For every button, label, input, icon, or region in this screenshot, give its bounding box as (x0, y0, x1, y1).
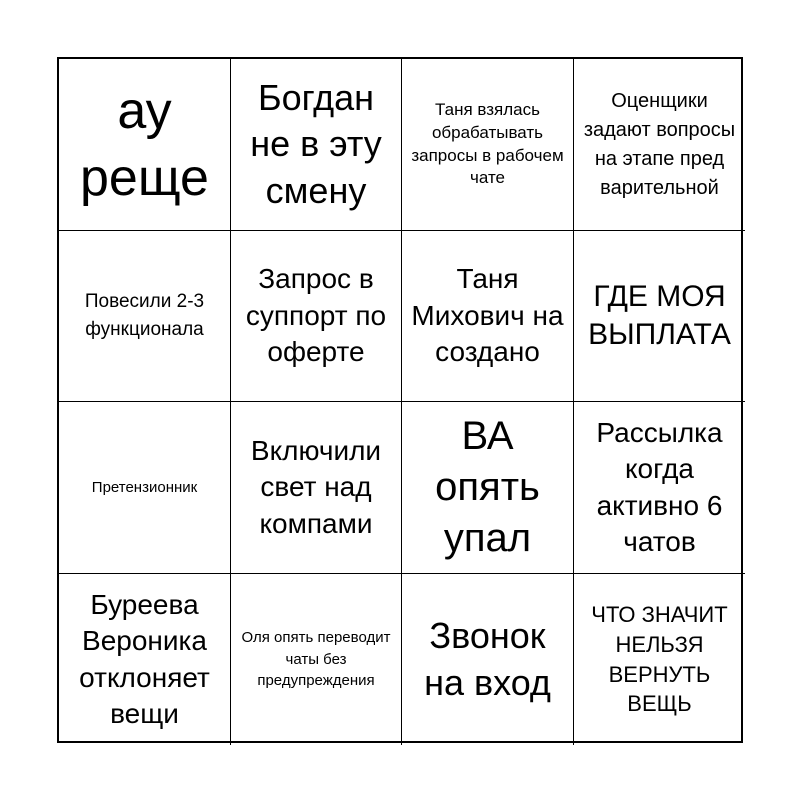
bingo-cell[interactable] (402, 574, 574, 745)
bingo-cell-text: Включили свет над компами (250, 434, 382, 539)
bingo-cell[interactable] (231, 231, 402, 402)
bingo-cell[interactable] (231, 574, 402, 745)
bingo-cell-text: Таня Михович на создано (411, 263, 564, 368)
bingo-cell-text: ау реще (80, 81, 209, 207)
bingo-cell-text: Буреева Вероника отклоняет вещи (79, 588, 210, 729)
bingo-cell-text: Таня взялась обрабатывать запросы в рабочем чате (411, 99, 564, 188)
bingo-cell-text: Претензионник (91, 478, 198, 496)
bingo-cell-text: ЧТО ЗНАЧИТ НЕЛЬЗЯ ВЕРНУТЬ ВЕЩЬ (591, 602, 728, 717)
bingo-cell-text: ВА опять упал (435, 413, 540, 561)
bingo-cell[interactable] (402, 402, 574, 574)
bingo-cell-text: Рассылка когда активно 6 чатов (596, 416, 723, 557)
bingo-cell[interactable] (59, 231, 231, 402)
bingo-cell[interactable] (574, 574, 745, 745)
bingo-cell-text: ГДЕ МОЯ ВЫПЛАТА (588, 279, 731, 351)
bingo-cell-text: Оля опять переводит чаты без предупреждения (241, 628, 391, 690)
bingo-cell[interactable] (402, 231, 574, 402)
bingo-cell[interactable] (231, 59, 402, 231)
bingo-cell-text: Запрос в суппорт по оферте (245, 263, 387, 368)
bingo-cell-text: Оценщики задают вопросы на этапе пред варительной (583, 89, 736, 199)
bingo-cell[interactable] (574, 231, 745, 402)
bingo-cell[interactable] (574, 59, 745, 231)
bingo-cell[interactable] (402, 59, 574, 231)
bingo-cell[interactable] (59, 59, 231, 231)
bingo-cell-text: Звонок на вход (424, 615, 551, 703)
bingo-cell-text: Богдан не в эту смену (250, 77, 382, 211)
bingo-cell[interactable] (574, 402, 745, 574)
bingo-cell[interactable] (59, 574, 231, 745)
bingo-board (57, 57, 743, 743)
bingo-cell-text: Повесили 2-3 функционала (84, 290, 205, 340)
bingo-cell[interactable] (231, 402, 402, 574)
bingo-cell[interactable] (59, 402, 231, 574)
